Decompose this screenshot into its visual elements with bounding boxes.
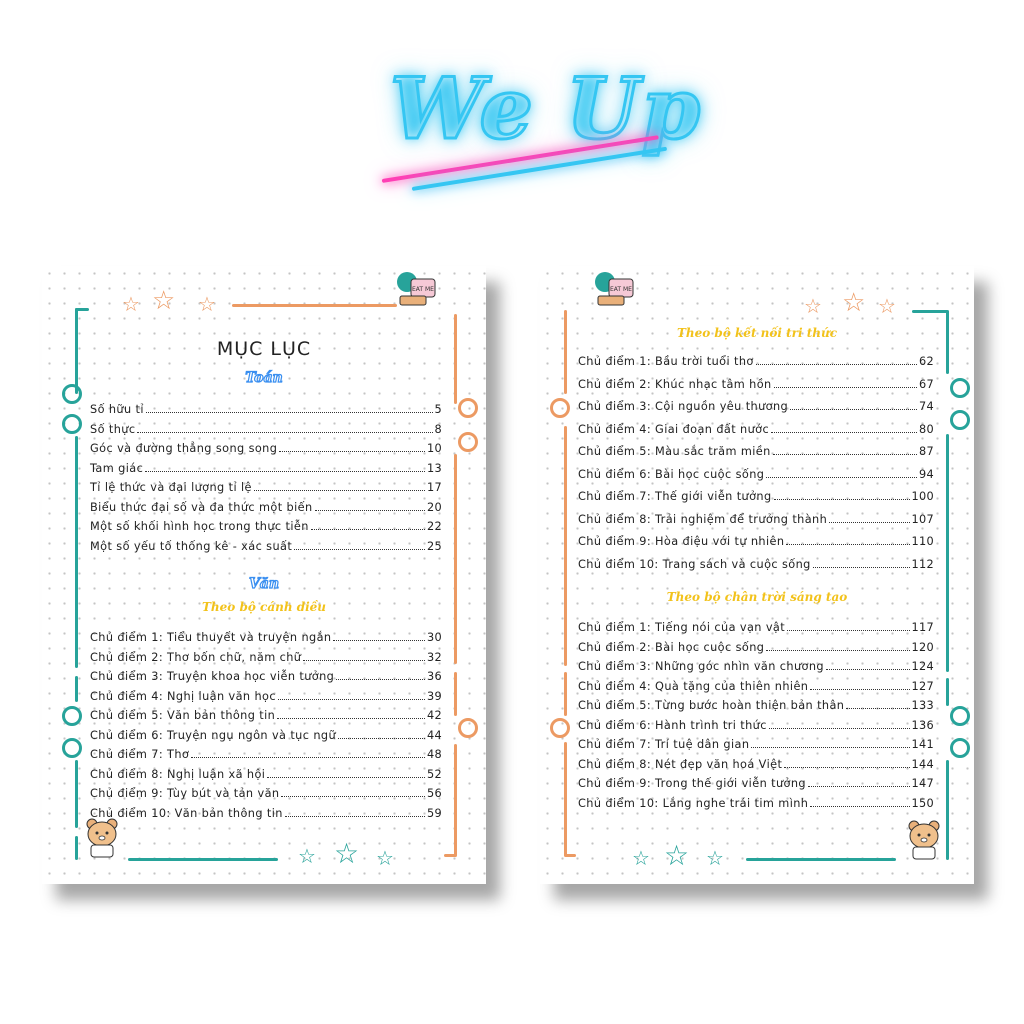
toc-entry-label: Chủ điểm 4: Nghị luận văn học	[90, 689, 276, 703]
toc-entry-page: 133	[911, 699, 934, 712]
bear-mascot-icon	[82, 816, 122, 860]
toc-leader-dots	[137, 431, 432, 433]
toc-entry-page: 22	[427, 520, 442, 533]
toc-leader-dots	[790, 408, 917, 410]
toc-entry	[578, 510, 934, 526]
star-icon: ☆	[878, 294, 896, 318]
toc-leader-dots	[294, 548, 425, 550]
toc-entry-page: 127	[911, 679, 934, 693]
toc-entry	[578, 442, 934, 458]
toc-entry-label: Chủ điểm 6: Bài học cuộc sống	[578, 467, 765, 481]
toc-entry-page: 67	[919, 377, 934, 391]
toc-entry-label: Tỉ lệ thức và đại lượng tỉ lệ	[90, 481, 252, 494]
toc-entry	[90, 765, 442, 781]
toc-entry-label: Chủ điểm 7: Thế giới viễn tưởng	[578, 490, 772, 503]
toc-leader-dots	[146, 411, 433, 413]
toc-entry-page: 30	[427, 631, 442, 644]
toc-entry	[90, 726, 442, 742]
toc-entry-page: 20	[427, 500, 442, 514]
toc-leader-dots	[774, 498, 910, 500]
toc-entry-page: 80	[919, 422, 934, 436]
page-title: MỤC LỤC	[216, 338, 312, 360]
eat-me-sticker-icon	[592, 270, 638, 310]
toc-leader-dots	[311, 528, 425, 530]
toc-entry	[90, 706, 442, 722]
frame-right-bottom-tick	[444, 854, 457, 857]
toc-entry-label: Số thực	[90, 422, 136, 436]
frame-top-line	[232, 304, 397, 307]
toc-entry-page: 94	[919, 467, 934, 481]
toc-entry-page: 144	[911, 757, 934, 771]
toc-entry	[578, 397, 934, 413]
frame-right-line	[454, 744, 457, 856]
toc-entry-label: Chủ điểm 5: Văn bản thông tin	[90, 709, 276, 722]
star-icon: ☆	[122, 292, 140, 316]
toc-leader-dots	[281, 795, 425, 797]
toc-entry-page: 36	[427, 670, 442, 683]
toc-entry-page: 74	[919, 400, 934, 413]
toc-entry	[578, 420, 934, 436]
frame-loop	[62, 384, 82, 404]
toc-leader-dots	[338, 737, 425, 739]
toc-entry	[90, 804, 442, 820]
toc-entry-page: 13	[427, 461, 442, 475]
frame-right-line	[454, 672, 457, 716]
frame-loop	[62, 738, 82, 758]
toc-entry-page: 48	[427, 748, 442, 761]
toc-entry-label: Một số yếu tố thống kê - xác suất	[90, 539, 293, 553]
toc-entry-page: 62	[919, 355, 934, 368]
frame-loop	[950, 706, 970, 726]
toc-entry-page: 8	[434, 422, 442, 436]
toc-entry	[90, 420, 442, 436]
frame-left-top-tick	[75, 308, 89, 311]
toc-leader-dots	[254, 489, 425, 491]
toc-entry	[90, 687, 442, 703]
toc-leader-dots	[774, 386, 917, 388]
toc-entry-label: Chủ điểm 9: Tùy bút và tản văn	[90, 787, 280, 800]
toc-entry-label: Chủ điểm 10: Trang sách và cuộc sống	[578, 557, 811, 571]
frame-right-line	[946, 678, 949, 706]
series-heading: Theo bộ chân trời sáng tạo	[666, 590, 848, 604]
toc-entry-page: 87	[919, 445, 934, 458]
toc-leader-dots	[279, 450, 425, 452]
toc-leader-dots	[191, 756, 425, 758]
toc-leader-dots	[808, 785, 910, 787]
toc-entry-label: Chủ điểm 6: Hành trình tri thức	[578, 718, 767, 732]
toc-leader-dots	[336, 678, 425, 680]
toc-entry	[578, 618, 934, 634]
toc-entry	[90, 667, 442, 683]
toc-leader-dots	[771, 431, 917, 433]
frame-left-line	[564, 742, 567, 856]
toc-entry-label: Chủ điểm 9: Trong thế giới viễn tưởng	[578, 777, 806, 790]
toc-entry	[578, 794, 934, 810]
frame-left-line	[75, 836, 78, 860]
frame-right-line	[946, 434, 949, 672]
frame-loop	[458, 432, 478, 452]
frame-bottom-tick	[564, 854, 576, 857]
toc-leader-dots	[773, 453, 917, 455]
toc-entry	[578, 352, 934, 368]
left-page	[42, 266, 486, 884]
star-icon: ☆	[152, 286, 176, 316]
toc-leader-dots	[846, 707, 909, 709]
frame-left-line	[564, 310, 567, 394]
toc-entry	[578, 555, 934, 571]
frame-left-line	[564, 672, 567, 716]
toc-leader-dots	[277, 717, 425, 719]
toc-entry	[90, 478, 442, 494]
toc-entry-page: 120	[911, 640, 934, 654]
frame-bottom-line	[746, 858, 896, 861]
frame-right-line	[946, 760, 949, 860]
toc-entry-page: 17	[427, 481, 442, 494]
toc-entry-label: Chủ điểm 9: Hòa điệu với tự nhiên	[578, 535, 785, 548]
toc-entry-label: Chủ điểm 7: Trí tuệ dân gian	[578, 738, 750, 751]
toc-entry	[578, 696, 934, 712]
toc-entry	[90, 648, 442, 664]
toc-entry-label: Chủ điểm 10: Văn bản thông tin	[90, 806, 283, 820]
toc-entry-label: Chủ điểm 3: Truyện khoa học viễn tưởng	[90, 670, 335, 683]
toc-leader-dots	[786, 543, 909, 545]
eat-me-sticker-icon	[394, 270, 440, 310]
toc-entry-page: 107	[911, 512, 934, 526]
toc-entry-page: 56	[427, 787, 442, 800]
toc-entry-page: 44	[427, 728, 442, 742]
toc-entry-label: Chủ điểm 4: Giai đoạn đất nước	[578, 422, 770, 436]
star-icon: ☆	[298, 844, 316, 868]
toc-entry	[90, 537, 442, 553]
frame-loop	[550, 398, 570, 418]
toc-entry-page: 25	[427, 539, 442, 553]
toc-entry	[578, 465, 934, 481]
toc-entry-label: Một số khối hình học trong thực tiễn	[90, 520, 309, 533]
frame-right-line	[946, 310, 949, 374]
toc-leader-dots	[787, 629, 909, 631]
toc-entry-page: 39	[427, 689, 442, 703]
toc-leader-dots	[810, 688, 909, 690]
toc-entry-page: 52	[427, 767, 442, 781]
toc-leader-dots	[810, 805, 909, 807]
star-icon: ☆	[664, 839, 690, 872]
frame-loop	[458, 718, 478, 738]
toc-entry-page: 112	[911, 557, 934, 571]
frame-loop	[62, 414, 82, 434]
toc-entry	[90, 459, 442, 475]
toc-leader-dots	[278, 698, 425, 700]
toc-entry-label: Góc và đường thẳng song song	[90, 442, 278, 455]
star-icon: ☆	[334, 837, 360, 870]
toc-entry	[578, 657, 934, 673]
toc-entry-label: Chủ điểm 8: Nét đẹp văn hoá Việt	[578, 757, 783, 771]
toc-leader-dots	[267, 776, 425, 778]
toc-leader-dots	[784, 766, 909, 768]
toc-entry-page: 124	[911, 660, 934, 673]
toc-entry-label: Chủ điểm 1: Tiếng nói của vạn vật	[578, 621, 786, 634]
toc-leader-dots	[285, 815, 425, 817]
toc-entry	[90, 784, 442, 800]
toc-entry	[578, 716, 934, 732]
toc-entry-label: Chủ điểm 1: Tiểu thuyết và truyện ngắn	[90, 631, 332, 644]
toc-entry	[578, 487, 934, 503]
frame-left-line	[564, 426, 567, 666]
star-icon: ☆	[842, 288, 866, 318]
toc-entry	[90, 517, 442, 533]
sticker-label: EAT ME	[412, 286, 434, 293]
frame-loop	[950, 378, 970, 398]
toc-leader-dots	[303, 659, 425, 661]
toc-entry	[578, 375, 934, 391]
toc-entry	[578, 638, 934, 654]
toc-entry-page: 150	[911, 796, 934, 810]
toc-entry	[90, 628, 442, 644]
toc-entry	[578, 677, 934, 693]
toc-entry-label: Chủ điểm 3: Những góc nhìn văn chương	[578, 660, 824, 673]
toc-entry	[90, 400, 442, 416]
toc-entry-label: Chủ điểm 2: Thơ bốn chữ, năm chữ	[90, 650, 302, 664]
toc-entry	[90, 745, 442, 761]
toc-entry-label: Chủ điểm 6: Truyện ngụ ngôn và tục ngữ	[90, 728, 337, 742]
toc-leader-dots	[751, 746, 909, 748]
toc-entry	[578, 735, 934, 751]
frame-loop	[458, 398, 478, 418]
toc-entry-page: 136	[911, 718, 934, 732]
toc-leader-dots	[766, 476, 917, 478]
frame-left-line	[75, 436, 78, 668]
star-icon: ☆	[198, 292, 216, 316]
star-icon: ☆	[376, 846, 394, 870]
toc-entry-page: 141	[911, 738, 934, 751]
toc-entry-label: Chủ điểm 8: Nghị luận xã hội	[90, 767, 266, 781]
frame-left-line	[75, 760, 78, 828]
toc-entry-label: Số hữu tỉ	[90, 403, 144, 416]
toc-entry-label: Chủ điểm 10: Lắng nghe trái tim mình	[578, 796, 809, 810]
frame-bottom-line	[128, 858, 278, 861]
toc-entry-label: Chủ điểm 3: Cội nguồn yêu thương	[578, 400, 789, 413]
toc-entry-label: Tam giác	[90, 461, 144, 475]
right-page	[540, 266, 974, 884]
subject-heading-literature: Văn	[248, 576, 280, 592]
toc-entry-label: Chủ điểm 2: Khúc nhạc tâm hồn	[578, 377, 772, 391]
logo-text: We Up	[390, 59, 703, 158]
toc-entry	[578, 532, 934, 548]
toc-entry	[578, 774, 934, 790]
weup-logo	[360, 55, 703, 195]
series-heading: Theo bộ cánh diều	[201, 600, 327, 614]
toc-entry-page: 5	[434, 403, 442, 416]
toc-entry-page: 10	[427, 442, 442, 455]
toc-leader-dots	[145, 470, 425, 472]
toc-leader-dots	[315, 509, 425, 511]
toc-entry-label: Chủ điểm 5: Màu sắc trăm miền	[578, 445, 771, 458]
toc-entry-page: 32	[427, 650, 442, 664]
toc-entry-label: Chủ điểm 7: Thơ	[90, 748, 190, 761]
toc-entry-label: Chủ điểm 4: Quà tặng của thiên nhiên	[578, 679, 809, 693]
toc-leader-dots	[756, 363, 917, 365]
toc-entry-page: 110	[911, 535, 934, 548]
frame-loop	[62, 706, 82, 726]
toc-leader-dots	[813, 566, 910, 568]
toc-entry-label: Chủ điểm 2: Bài học cuộc sống	[578, 640, 765, 654]
star-icon: ☆	[804, 294, 822, 318]
toc-leader-dots	[826, 668, 910, 670]
toc-entry-label: Chủ điểm 8: Trải nghiệm để trưởng thành	[578, 512, 828, 526]
subject-heading-math: Toán	[245, 370, 283, 386]
frame-left-line	[75, 676, 78, 702]
frame-loop	[950, 738, 970, 758]
toc-entry	[90, 498, 442, 514]
toc-entry-label: Biểu thức đại số và đa thức một biến	[90, 500, 313, 514]
toc-entry	[578, 755, 934, 771]
toc-leader-dots	[769, 727, 910, 729]
frame-loop	[950, 410, 970, 430]
bear-mascot-icon	[904, 818, 944, 862]
toc-entry-page: 117	[911, 621, 934, 634]
toc-entry	[90, 439, 442, 455]
toc-leader-dots	[829, 521, 909, 523]
toc-entry-label: Chủ điểm 5: Từng bước hoàn thiện bản thân	[578, 699, 845, 712]
sticker-label: EAT ME	[610, 286, 632, 293]
frame-right-line	[454, 454, 457, 664]
toc-entry-page: 59	[427, 806, 442, 820]
star-icon: ☆	[632, 846, 650, 870]
toc-entry-page: 42	[427, 709, 442, 722]
series-heading: Theo bộ kết nối tri thức	[676, 326, 838, 340]
frame-top-line	[912, 310, 948, 313]
toc-entry-page: 100	[911, 490, 934, 503]
toc-entry-page: 147	[911, 777, 934, 790]
toc-entry-label: Chủ điểm 1: Bầu trời tuổi thơ	[578, 355, 754, 368]
toc-leader-dots	[333, 639, 425, 641]
toc-leader-dots	[766, 649, 909, 651]
frame-loop	[550, 718, 570, 738]
star-icon: ☆	[706, 846, 724, 870]
